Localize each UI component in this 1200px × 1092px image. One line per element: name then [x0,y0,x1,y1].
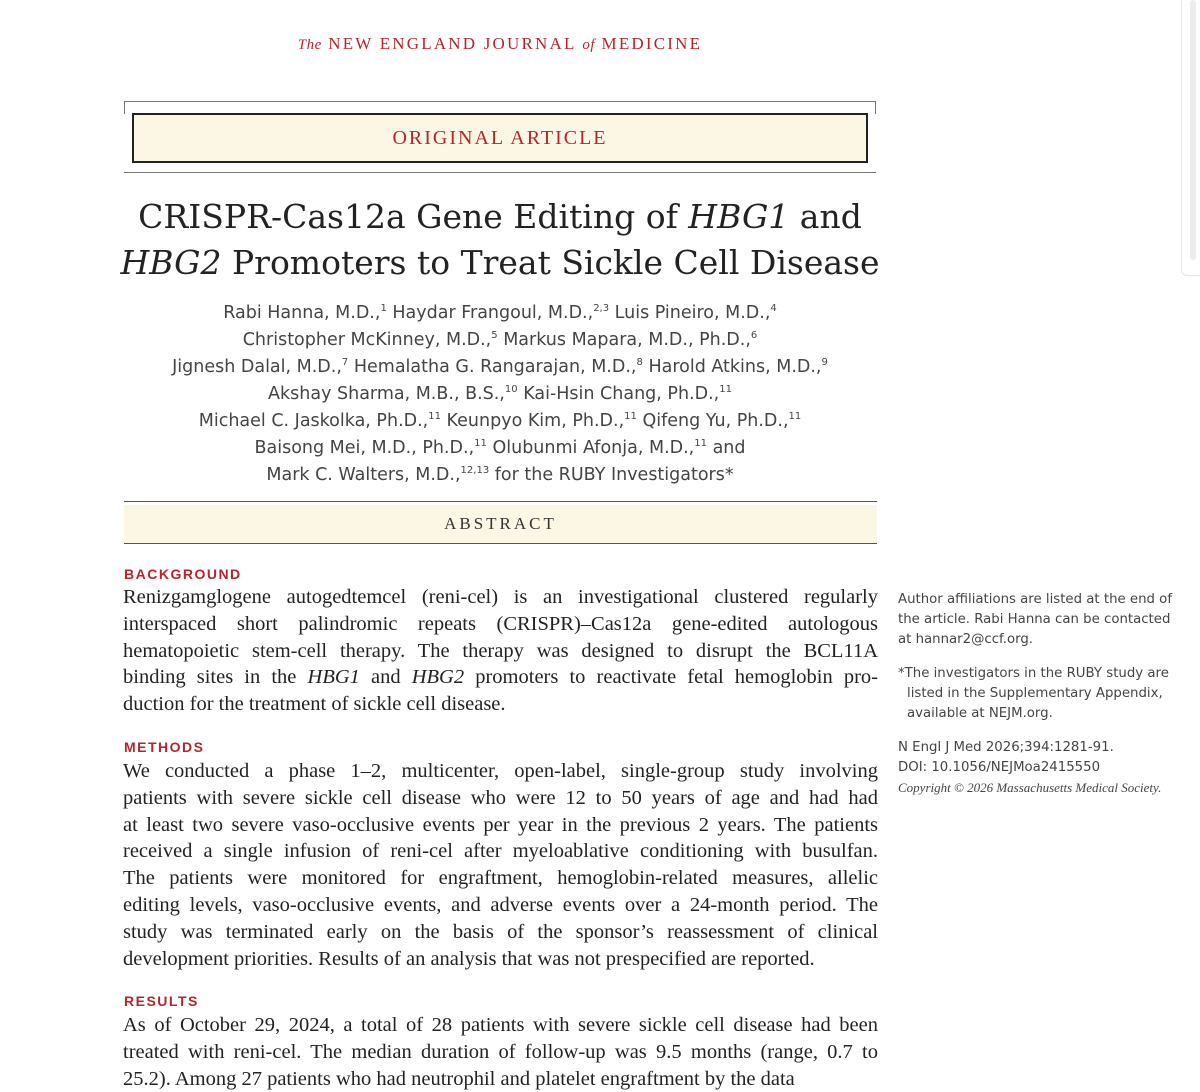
masthead-prefix: The [297,37,322,53]
text-line: duction for the treatment of sickle cell disease. [123,693,506,716]
author-name: Keunpyo Kim, Ph.D., [446,411,625,431]
results-text [123,1012,878,1092]
author-affiliation-number: 6 [750,330,758,342]
author-affiliation-number: 1 [380,303,387,315]
scrollbar-thumb[interactable] [1190,0,1196,260]
background-text [123,584,878,718]
article-title [100,194,900,286]
abstract-heading: ABSTRACT [124,505,877,544]
author-affiliation-number: 11 [788,411,802,423]
investigators-line: *The investigators in the RUBY study are [898,666,1169,681]
copyright: Copyright © 2026 Massachusetts Medical Society. [898,780,1162,795]
author-affiliation-number: 12,13 [460,465,490,477]
title-part2: and [789,197,862,236]
text-line: interspaced short palindromic repeats (CRISPR)–Cas12a gene-edited autologous [123,612,878,635]
author-affiliation-number: 8 [636,357,643,369]
title-gene1: HBG1 [688,197,790,236]
affiliations-line: the article. Rabi Hanna can be contacted [898,612,1171,627]
title-part3: Promoters to Treat Sickle Cell Disease [221,243,880,282]
author-name: Rabi Hanna, M.D., [223,303,381,323]
masthead-suffix: MEDICINE [601,34,703,53]
text-line: editing levels, vaso-occlusive events, and adverse events over a 24-month period. The [123,893,878,916]
author-affiliation-number: 11 [719,384,732,396]
text-line: development priorities. Results of an analysis that was not prespecified are reported. [123,947,815,970]
author-name: Markus Mapara, M.D., Ph.D., [503,330,751,350]
author-affiliation-number: 11 [428,411,441,423]
text-line: As of October 29, 2024, a total of 28 patients with severe sickle cell disease had been [123,1014,878,1036]
investigators-note [898,664,1198,724]
text-line: study was terminated early on the basis of the sponsor’s reassessment of clinical [123,920,878,943]
author-name: Haydar Frangoul, M.D., [392,303,594,323]
author-affiliation-number: 11 [624,411,637,423]
citation: N Engl J Med 2026;394:1281-91. [898,740,1114,755]
author-affiliation-number: 11 [474,438,487,450]
author-affiliation-number: 11 [694,438,707,450]
text-line: received a single infusion of reni-cel after myeloablative conditioning with busulfan. [123,840,878,863]
author-name: Jignesh Dalal, M.D., [172,357,342,377]
author-name: Akshay Sharma, M.B., B.S., [268,384,505,404]
investigators-line: listed in the Supplementary Appendix, [907,686,1163,701]
affiliations-line: at hannar2@ccf.org. [898,632,1033,647]
title-part1: CRISPR-Cas12a Gene Editing of [138,197,689,236]
author-name: Harold Atkins, M.D., [648,357,822,377]
text-line: treated with reni-cel. The median duration of follow-up was 9.5 months (range, 0.7 to [123,1040,878,1063]
text-line: patients with severe sickle cell disease who were 12 to 50 years of age and had had [123,786,878,809]
author-name: Mark C. Walters, M.D., [266,465,461,485]
author-affiliation-number: 5 [491,330,498,342]
author-name: Luis Pineiro, M.D., [614,303,771,323]
author-name: Qifeng Yu, Ph.D., [642,411,789,431]
article-type-label: ORIGINAL ARTICLE [132,113,868,163]
author-name: for the RUBY Investigators* [494,465,734,485]
methods-heading: METHODS [124,739,205,755]
citation-block [898,738,1198,798]
text-line: at least two severe vaso-occlusive events per year in the previous 2 years. The patients [123,813,878,836]
author-affiliation-number: 2,3 [593,303,610,315]
text-line: hematopoietic stem-cell therapy. The therapy was designed to disrupt the BCL11A [123,639,878,662]
affiliations-line: Author affiliations are listed at the end of [898,592,1172,607]
abstract-rule [124,501,877,502]
investigators-line: available at NEJM.org. [907,706,1053,721]
methods-text [123,758,878,972]
author-list [110,300,890,489]
results-heading: RESULTS [124,993,199,1009]
text-line: We conducted a phase 1–2, multicenter, open-label, single-group study involving [123,760,878,782]
author-name: and [712,438,746,458]
title-gene2: HBG2 [120,243,222,282]
background-heading: BACKGROUND [124,566,242,582]
text-line: The patients were monitored for engraftment, hemoglobin-related measures, allelic [123,867,878,890]
author-affiliation-number: 10 [504,384,518,396]
journal-masthead [0,34,1000,54]
author-name: Kai-Hsin Chang, Ph.D., [523,384,720,404]
author-affiliation-number: 7 [341,357,349,369]
doi-link[interactable]: DOI: 10.1056/NEJMoa2415550 [898,760,1101,775]
author-name: Michael C. Jaskolka, Ph.D., [198,411,429,431]
text-line: binding sites in the HBG1 and HBG2 promoters to reactivate fetal hemoglobin pro- [123,666,879,689]
masthead-name: NEW ENGLAND JOURNAL [328,34,576,53]
gene-name: HBG1 [307,666,360,689]
affiliations-note [898,590,1198,650]
author-name: Olubunmi Afonja, M.D., [492,438,695,458]
text-line: 25.2). Among 27 patients who had neutrophil and platelet engraftment by the data [123,1067,795,1090]
author-name: Christopher McKinney, M.D., [242,330,492,350]
author-affiliation-number: 9 [821,357,828,369]
author-name: Hemalatha G. Rangarajan, M.D., [353,357,637,377]
author-name: Baisong Mei, M.D., Ph.D., [254,438,475,458]
text-line: Renizgamglogene autogedtemcel (reni-cel) is an investigational clustered regularly [123,586,878,608]
article-type-frame [124,101,876,173]
masthead-of: of [582,37,596,53]
gene-name: HBG2 [411,666,465,689]
scrollbar-track[interactable] [1181,0,1200,276]
author-affiliation-number: 4 [770,303,777,315]
